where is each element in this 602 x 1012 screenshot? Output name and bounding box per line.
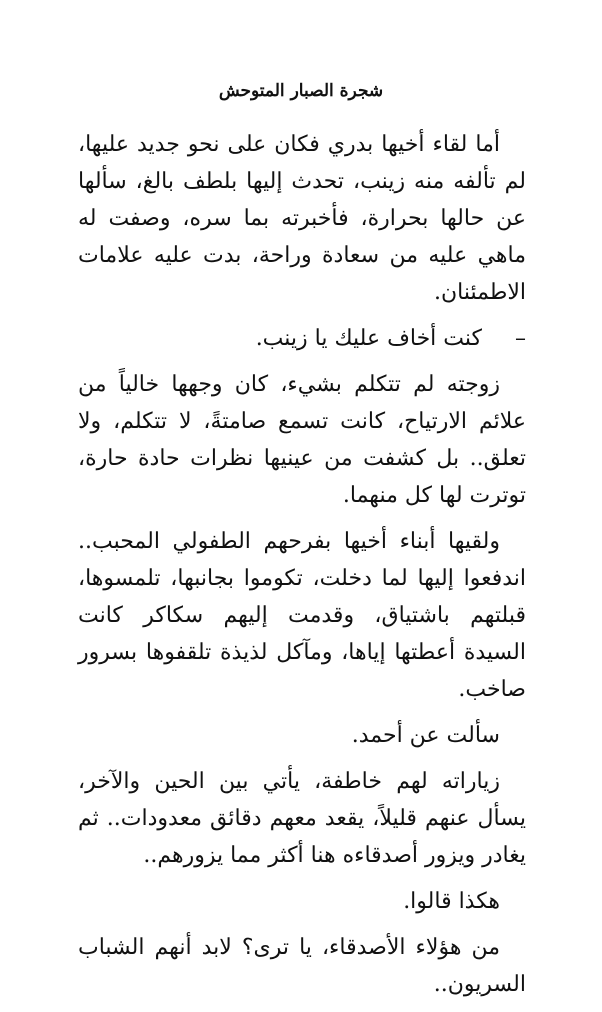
chapter-title: شجرة الصبار المتوحش (218, 81, 384, 101)
paragraph-7: هكذا قالوا. (403, 889, 500, 914)
paragraph-3: زوجته لم تتكلم بشيء، كان وجهها خالياً من علائم الارتياح، كانت تسمع صامتةً، لا تتكلم، ولا تعلق.. بل كشفت من عينيها نظرات حادة حارة، توترت لها كل منهما. (78, 372, 526, 508)
dialog-line (78, 320, 526, 357)
dialog-text: كنت أخاف عليك يا زينب. (255, 326, 482, 351)
paragraph-4: ولقيها أبناء أخيها بفرحهم الطفولي المحبب.. اندفعوا إليها لما دخلت، تكوموا بجانبها، تلمسوها، قبلتهم باشتياق، وقدمت إليهم سكاكر كانت السيدة أعطتها إياها، ومآكل لذيذة تلقفوها بسرور صاخب. (78, 529, 526, 702)
dialog-dash: – (515, 326, 526, 351)
paragraph-5: سألت عن أحمد. (351, 723, 500, 748)
paragraph-8: من هؤلاء الأصدقاء، يا ترى؟ لابد أنهم الشباب السريون.. (78, 935, 526, 997)
paragraph-1: أما لقاء أخيها بدري فكان على نحو جديد عليها، لم تألفه منه زينب، تحدث إليها بلطف بالغ، سألها عن حالها بحرارة، فأخبرته بما سره، وصفت له ماهي عليه من سعادة وراحة، بدت عليه علامات الاطمئنان. (78, 132, 526, 305)
paragraph-6: زياراته لهم خاطفة، يأتي بين الحين والآخر، يسأل عنهم قليلاً، يقعد معهم دقائق معدودات.. ثم يغادر ويزور أصدقاءه هنا أكثر مما يزورهم.. (78, 769, 526, 868)
page-body (78, 126, 526, 1012)
